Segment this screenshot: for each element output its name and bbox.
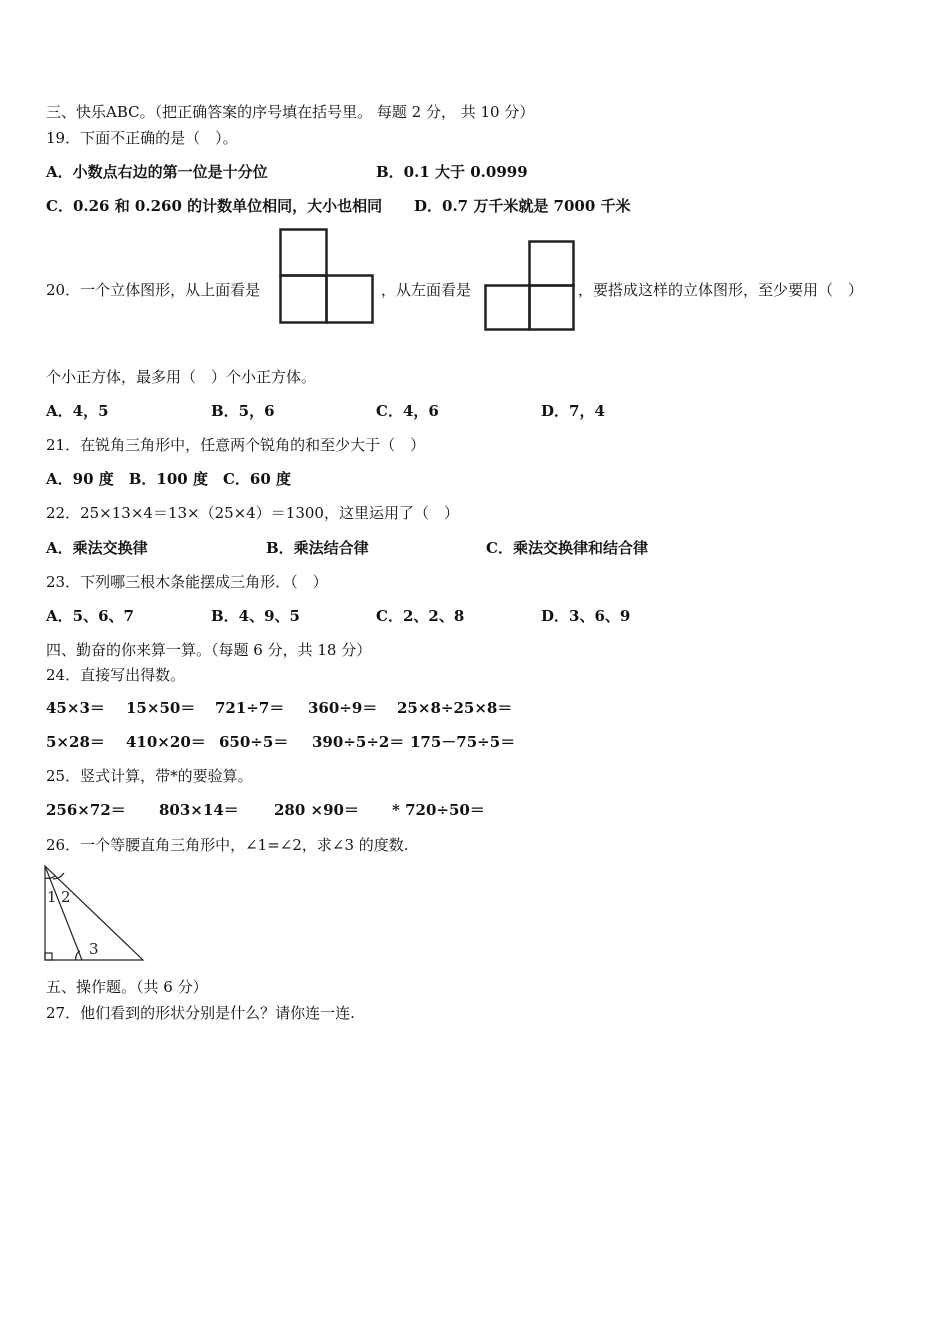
top-view-figure (279, 228, 375, 324)
q20-stem-part3: ，要搭成这样的立体图形，至少要用（ ） (578, 281, 864, 299)
q21-options: A．90 度 B．100 度 C．60 度 (46, 470, 291, 488)
q27-stem: 27．他们看到的形状分别是什么？请你连一连. (46, 1004, 355, 1022)
q22-option-c: C．乘法交换律和结合律 (486, 539, 648, 557)
q24-r1-item: 45×3＝ (46, 699, 105, 717)
q25-item: 280 ×90＝ (274, 801, 359, 819)
q20-stem-part2: ，从左面看是 (381, 281, 472, 299)
q22-stem: 22．25×13×4＝13×（25×4）＝1300，这里运用了（ ） (46, 504, 459, 522)
q23-option-c: C．2、2、8 (376, 607, 465, 625)
triangle-figure (40, 864, 150, 964)
left-view-figure (484, 240, 576, 332)
left-view-square-3 (530, 286, 574, 330)
q25-item: 803×14＝ (159, 801, 239, 819)
right-angle-mark (45, 953, 52, 960)
q24-r2-item: 650÷5＝ (219, 733, 289, 751)
q24-r2-item: 390÷5÷2＝ (312, 733, 405, 751)
left-view-square-1 (530, 242, 574, 286)
angle-label-3: 3 (89, 940, 99, 958)
q20-option-c: C．4，6 (376, 402, 439, 420)
q24-r2-item: 175－75÷5＝ (410, 733, 516, 751)
q19-option-a: A．小数点右边的第一位是十分位 (46, 163, 268, 181)
q19-stem: 19．下面不正确的是（ ）。 (46, 129, 238, 147)
top-view-square-1 (281, 230, 327, 276)
left-view-square-2 (486, 286, 530, 330)
top-view-square-2 (281, 276, 327, 323)
q22-option-a: A．乘法交换律 (46, 539, 148, 557)
angle-label-2: 2 (61, 888, 71, 906)
q23-option-a: A．5、6、7 (46, 607, 134, 625)
section-3-heading: 三、快乐ABC。（把正确答案的序号填在括号里。 每题 2 分， 共 10 分） (46, 103, 535, 121)
angle-label-1: 1 (47, 888, 57, 906)
q19-option-b: B．0.1 大于 0.0999 (376, 163, 528, 181)
q26-stem: 26．一个等腰直角三角形中，∠1=∠2，求∠3 的度数. (46, 836, 409, 854)
q24-r1-item: 15×50＝ (126, 699, 196, 717)
q20-stem-part1: 20．一个立体图形，从上面看是 (46, 281, 261, 299)
q19-option-c: C．0.26 和 0.260 的计数单位相同，大小也相同 (46, 197, 383, 215)
q24-r1-item: 721÷7＝ (215, 699, 285, 717)
q24-r1-item: 360÷9＝ (308, 699, 378, 717)
q20-option-d: D．7，4 (541, 402, 605, 420)
q23-option-b: B．4、9、5 (211, 607, 300, 625)
q24-r2-item: 5×28＝ (46, 733, 105, 751)
q24-r2-item: 410×20＝ (126, 733, 206, 751)
q20-option-a: A．4，5 (46, 402, 109, 420)
q20-option-b: B．5，6 (211, 402, 275, 420)
triangle-inner-line (45, 866, 82, 960)
section-5-heading: 五、操作题。（共 6 分） (46, 978, 208, 996)
q22-option-b: B．乘法结合律 (266, 539, 369, 557)
q21-stem: 21．在锐角三角形中，任意两个锐角的和至少大于（ ） (46, 436, 426, 454)
q23-option-d: D．3、6、9 (541, 607, 631, 625)
q24-r1-item: 25×8÷25×8＝ (397, 699, 513, 717)
q25-item: 256×72＝ (46, 801, 126, 819)
section-4-heading: 四、勤奋的你来算一算。（每题 6 分，共 18 分） (46, 641, 372, 659)
top-view-square-3 (327, 276, 373, 323)
q25-stem: 25．竖式计算，带*的要验算。 (46, 767, 253, 785)
q24-stem: 24．直接写出得数。 (46, 666, 186, 684)
q19-option-d: D．0.7 万千米就是 7000 千米 (414, 197, 631, 215)
q23-stem: 23．下列哪三根木条能摆成三角形．（ ） (46, 573, 328, 591)
q20-stem-part4: 个小正方体，最多用（ ）个小正方体。 (46, 368, 317, 386)
q25-item: * 720÷50＝ (392, 801, 485, 819)
